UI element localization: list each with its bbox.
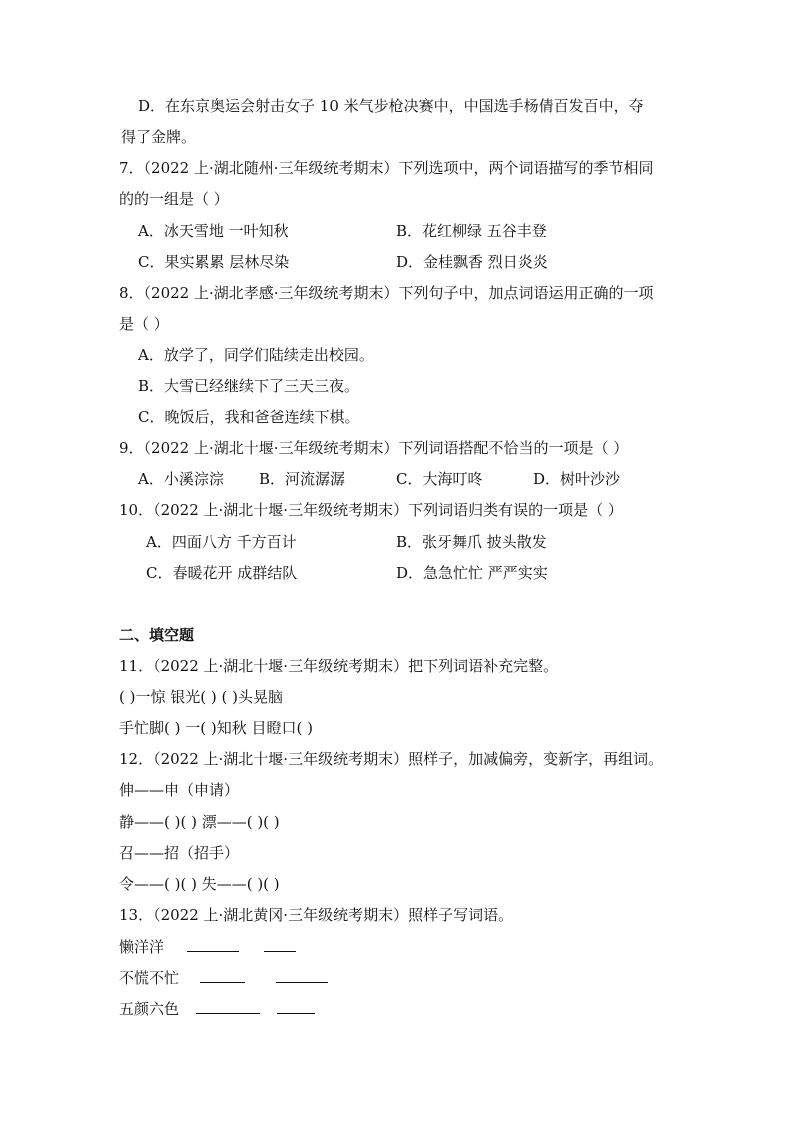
- q13-blank-2b[interactable]: [276, 967, 328, 983]
- q13-word1: 懒洋洋: [119, 938, 165, 956]
- q8-option-c: C．晚饭后，我和爸爸连续下棋。: [138, 408, 360, 426]
- q8-stem-line1: 8．（2022 上·湖北孝感·三年级统考期末）下列句子中，加点词语运用正确的一项: [119, 284, 654, 302]
- q11-stem: 11．（2022 上·湖北十堰·三年级统考期末）把下列词语补充完整。: [119, 657, 559, 675]
- q6-option-d-line1: D．在东京奥运会射击女子 10 米气步枪决赛中，中国选手杨倩百发百中，夺: [138, 97, 644, 115]
- q11-line2: 手忙脚( ) 一( )知秋 目瞪口( ): [119, 719, 313, 737]
- q9-option-c: C．大海叮咚: [396, 470, 483, 488]
- q7-option-d: D．金桂飘香 烈日炎炎: [396, 253, 548, 271]
- q12-example1: 伸——申（申请）: [119, 781, 240, 799]
- q9-option-d: D．树叶沙沙: [533, 470, 621, 488]
- section-title: 二、填空题: [119, 626, 195, 644]
- q10-option-b: B．张牙舞爪 披头散发: [396, 533, 547, 551]
- q13-word3: 五颜六色: [119, 1000, 180, 1018]
- q13-blank-3a[interactable]: [196, 998, 260, 1014]
- q9-stem: 9．（2022 上·湖北十堰·三年级统考期末）下列词语搭配不恰当的一项是（ ）: [119, 439, 629, 457]
- q13-row1: [119, 936, 296, 957]
- q13-blank-1b[interactable]: [264, 936, 296, 952]
- q6-option-d-line2: 得了金牌。: [121, 128, 197, 146]
- q8-option-b: B．大雪已经继续下了三天三夜。: [138, 377, 360, 395]
- q10-stem: 10．（2022 上·湖北十堰·三年级统考期末）下列词语归类有误的一项是（ ）: [119, 501, 623, 519]
- q13-blank-3b[interactable]: [277, 998, 315, 1014]
- q10-option-c: C．春暖花开 成群结队: [146, 564, 298, 582]
- q7-option-c: C．果实累累 层林尽染: [138, 253, 290, 271]
- q11-line1: ( )一惊 银光( ) ( )头晃脑: [119, 688, 283, 706]
- q7-option-b: B．花红柳绿 五谷丰登: [396, 222, 547, 240]
- q13-row2: [119, 967, 328, 988]
- q10-option-d: D．急急忙忙 严严实实: [396, 564, 548, 582]
- q13-row3: [119, 998, 315, 1019]
- q13-word2: 不慌不忙: [119, 969, 180, 987]
- q8-option-a: A．放学了，同学们陆续走出校园。: [138, 346, 374, 364]
- q12-stem: 12．（2022 上·湖北十堰·三年级统考期末）照样子，加减偏旁，变新字，再组词。: [119, 750, 664, 768]
- q7-stem-line1: 7．（2022 上·湖北随州·三年级统考期末）下列选项中，两个词语描写的季节相同: [119, 159, 654, 177]
- q7-option-a: A．冰天雪地 一叶知秋: [138, 222, 289, 240]
- q13-blank-2a[interactable]: [200, 967, 245, 983]
- q13-stem: 13．（2022 上·湖北黄冈·三年级统考期末）照样子写词语。: [119, 906, 514, 924]
- q7-stem-line2: 的的一组是（ ）: [119, 190, 229, 208]
- q9-option-a: A．小溪淙淙: [138, 470, 224, 488]
- q12-line2: 令——( )( ) 失——( )( ): [119, 875, 280, 893]
- q12-line1: 静——( )( ) 漂——( )( ): [119, 813, 280, 831]
- q13-blank-1a[interactable]: [187, 936, 239, 952]
- q10-option-a: A．四面八方 千方百计: [146, 533, 297, 551]
- q12-example2: 召——招（招手）: [119, 844, 240, 862]
- q8-stem-line2: 是（ ）: [119, 315, 169, 333]
- q9-option-b: B．河流潺潺: [259, 470, 346, 488]
